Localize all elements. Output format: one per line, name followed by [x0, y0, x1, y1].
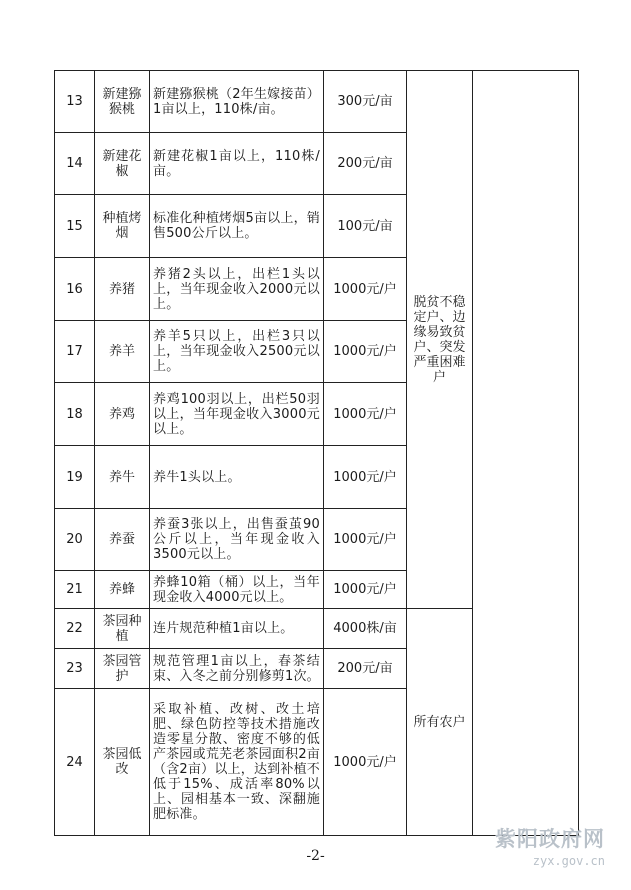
row-number: 24	[55, 689, 95, 836]
target-group-cell: 脱贫不稳定户、边缘易致贫户、突发严重困难户	[407, 71, 473, 609]
row-number: 14	[55, 133, 95, 195]
row-standard: 1000元/户	[324, 689, 407, 836]
row-number: 16	[55, 258, 95, 321]
row-description: 养蜂10箱（桶）以上，当年现金收入4000元以上。	[150, 571, 324, 609]
row-description: 养牛1头以上。	[150, 446, 324, 509]
row-number: 18	[55, 383, 95, 446]
table-row	[55, 71, 579, 133]
row-description: 规范管理1亩以上，春茶结束、入冬之前分别修剪1次。	[150, 649, 324, 689]
row-description: 养鸡100羽以上，出栏50羽以上，当年现金收入3000元以上。	[150, 383, 324, 446]
row-standard: 4000株/亩	[324, 609, 407, 649]
row-standard: 1000元/户	[324, 321, 407, 383]
page-number: -2-	[306, 848, 325, 864]
row-item: 养鸡	[95, 383, 150, 446]
row-standard: 1000元/户	[324, 571, 407, 609]
row-number: 23	[55, 649, 95, 689]
row-description: 标准化种植烤烟5亩以上，销售500公斤以上。	[150, 195, 324, 258]
watermark-title: 紫阳政府网	[495, 827, 605, 851]
row-number: 19	[55, 446, 95, 509]
row-item: 养蜂	[95, 571, 150, 609]
row-description: 连片规范种植1亩以上。	[150, 609, 324, 649]
row-number: 15	[55, 195, 95, 258]
row-standard: 200元/亩	[324, 133, 407, 195]
row-number: 22	[55, 609, 95, 649]
row-standard: 1000元/户	[324, 383, 407, 446]
row-item: 新建猕猴桃	[95, 71, 150, 133]
row-item: 新建花椒	[95, 133, 150, 195]
row-item: 茶园低改	[95, 689, 150, 836]
row-item: 养蚕	[95, 509, 150, 571]
row-standard: 1000元/户	[324, 509, 407, 571]
row-description: 养羊5只以上，出栏3只以上，当年现金收入2500元以上。	[150, 321, 324, 383]
row-description: 养蚕3张以上，出售蚕茧90公斤以上，当年现金收入3500元以上。	[150, 509, 324, 571]
row-standard: 100元/亩	[324, 195, 407, 258]
row-item: 茶园种植	[95, 609, 150, 649]
row-item: 养牛	[95, 446, 150, 509]
row-number: 21	[55, 571, 95, 609]
row-standard: 300元/亩	[324, 71, 407, 133]
row-description: 新建猕猴桃（2年生嫁接苗）1亩以上，110株/亩。	[150, 71, 324, 133]
row-standard: 1000元/户	[324, 258, 407, 321]
row-item: 养猪	[95, 258, 150, 321]
row-number: 13	[55, 71, 95, 133]
row-number: 17	[55, 321, 95, 383]
row-item: 养羊	[95, 321, 150, 383]
row-number: 20	[55, 509, 95, 571]
row-description: 养猪2头以上，出栏1头以上，当年现金收入2000元以上。	[150, 258, 324, 321]
row-standard: 200元/亩	[324, 649, 407, 689]
row-standard: 1000元/户	[324, 446, 407, 509]
target-group-cell: 所有农户	[407, 609, 473, 836]
row-item: 茶园管护	[95, 649, 150, 689]
row-description: 采取补植、改树、改土培肥、绿色防控等技术措施改造零星分散、密度不够的低产茶园或荒芜老茶园面积2亩（含2亩）以上，达到补植不低于15%、成活率80%以上、园相基本一致、深翻施肥标准。	[150, 689, 324, 836]
subsidy-table	[54, 70, 579, 836]
row-item: 种植烤烟	[95, 195, 150, 258]
row-description: 新建花椒1亩以上，110株/亩。	[150, 133, 324, 195]
remarks-cell	[473, 71, 579, 836]
watermark-url: zyx.gov.cn	[532, 854, 605, 868]
